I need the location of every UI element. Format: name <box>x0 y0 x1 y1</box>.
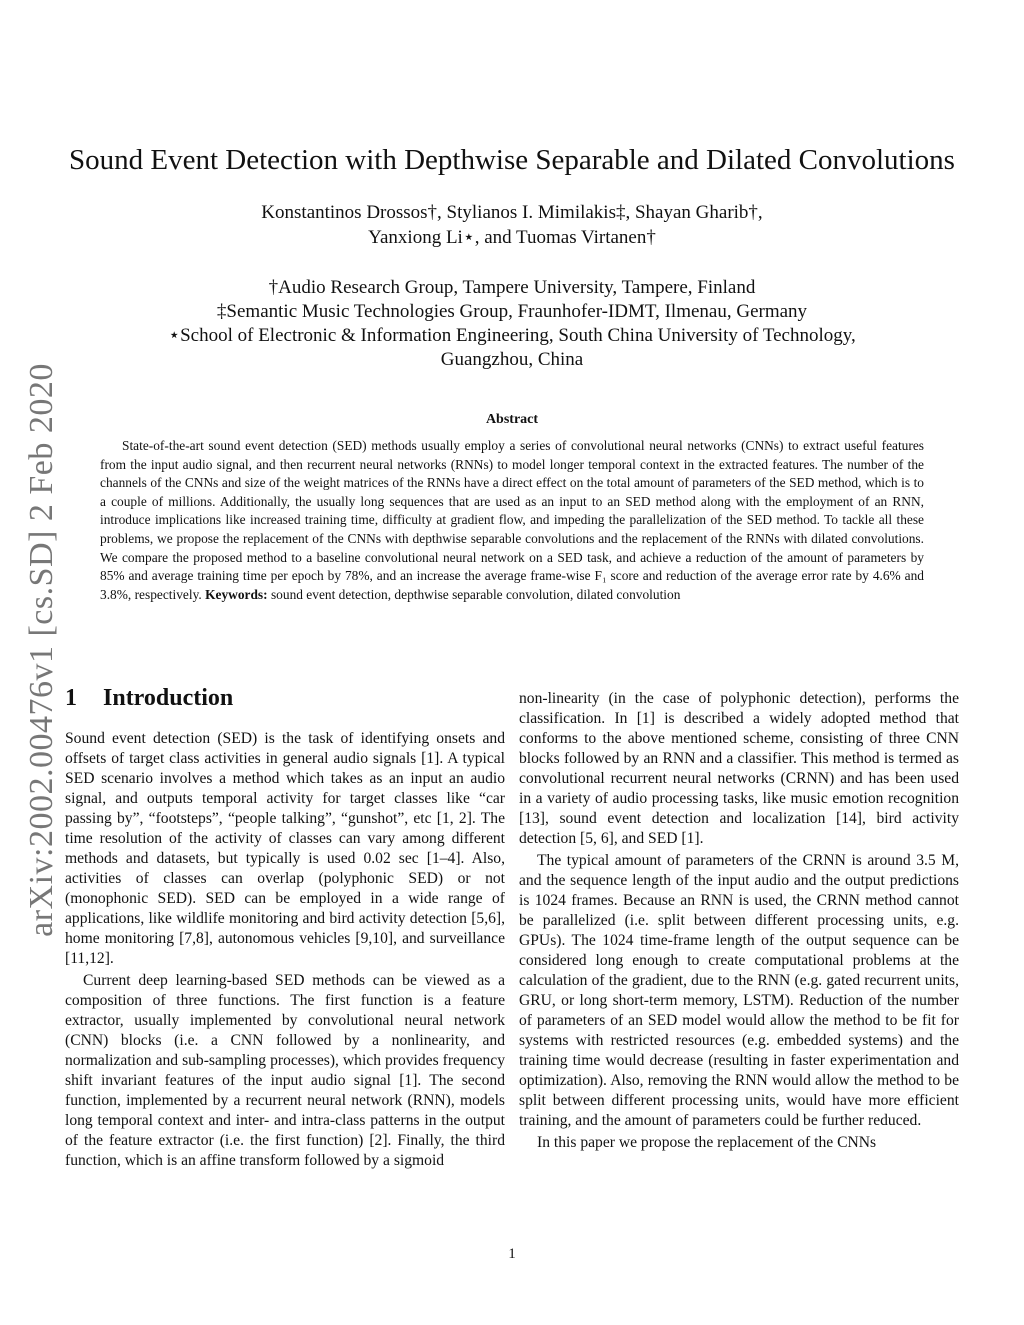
right-column <box>519 689 959 1153</box>
abstract-text: State-of-the-art sound event detection (SED) methods usually employ a series of convolutional neural networks (CNNs) to extract useful features from the input audio signal, and then recurrent neural networks (RNNs) to model longer temporal context in the extracted features. The number of the channels of the CNNs and size of the weight matrices of the RNNs have a direct effect on the total amount of parameters of the SED method, which is to a couple of millions. Additionally, the usually long sequences that are used as an input to an SED method along with the employment of an RNN, introduce implications like increased training time, difficulty at gradient flow, and impeding the parallelization of the SED method. To tackle all these problems, we propose the replacement of the CNNs with depthwise separable convolutions and the replacement of the RNNs with dilated convolutions. We compare the proposed method to a baseline convolutional neural network on a SED task, and achieve a reduction of the amount of parameters by 85% and average training time per epoch by 78%, and an increase the average frame-wise F₁ score and reduction of the average error rate by 4.6% and 3.8%, respectively. <box>100 438 924 602</box>
paper-title: Sound Event Detection with Depthwise Separable and Dilated Convolutions <box>69 144 955 176</box>
affiliation-line: †Audio Research Group, Tampere University, Tampere, Finland <box>268 277 756 298</box>
affiliation-line: Guangzhou, China <box>440 349 584 370</box>
section-heading <box>65 683 505 713</box>
keywords-text: sound event detection, depthwise separable convolution, dilated convolution <box>270 586 681 602</box>
affiliation-line: ‡Semantic Music Technologies Group, Fraunhofer-IDMT, Ilmenau, Germany <box>216 301 808 322</box>
authors-line-1: Konstantinos Drossos†, Stylianos I. Mimilakis‡, Shayan Gharib†, <box>261 202 763 223</box>
affiliation-line: ⋆School of Electronic & Information Engineering, South China University of Technology, <box>168 325 856 346</box>
abstract-heading: Abstract <box>485 412 539 427</box>
keywords-label: Keywords: <box>205 586 268 602</box>
paragraph: The typical amount of parameters of the CRNN is around 3.5 M, and the sequence length of the input audio and the output predictions is 1024 frames. Because an RNN is used, the CRNN method cannot be parallelized (i.e. split between different processing units, e.g. GPUs). The 1024 time-frame length of the output sequence can be considered long enough to create computational problems at the calculation of the gradient, due to the RNN (e.g. gated recurrent units, GRU, or long short-term memory, LSTM). Reduction of the number of parameters of an SED model would allow the method to be fit for systems with restricted resources (e.g. embedded systems) and the training time would decrease (resulting in faster experimentation and optimization). Also, removing the RNN would allow the method to be split between different processing units, would have more efficient training, and the amount of parameters could be further reduced. <box>519 852 959 1129</box>
paragraph: In this paper we propose the replacement of the CNNs <box>537 1134 877 1151</box>
left-column <box>65 683 505 1171</box>
paragraph: Current deep learning-based SED methods can be viewed as a composition of three functions. The first function is a feature extractor, usually implemented by convolutional neural network (CNN) blocks (i.e. a CNN followed by a nonlinearity, and normalization and sub-sampling processes), which provides frequency shift invariant features of the input audio signal [1]. The second function, implemented by a recurrent neural network (RNN), models long temporal context and inter- and intra-class patterns in the output of the feature extractor (i.e. the first function) [2]. Finally, the third function, which is an affine transform followed by a sigmoid <box>65 972 505 1169</box>
author-list <box>110 200 914 250</box>
authors-line-2: Yanxiong Li⋆, and Tuomas Virtanen† <box>368 227 656 248</box>
paragraph: Sound event detection (SED) is the task of identifying onsets and offsets of target class activities in general audio signals [1]. A typical SED scenario involves a method which takes as an input an audio signal, and outputs temporal activity for target classes like “car passing by”, “footsteps”, “people talking”, “gunshot”, etc [1, 2]. The time resolution of the activity of classes can vary among different methods and datasets, but typically is used 0.02 sec [1–4]. Also, activities of classes can overlap (polyphonic SED) or not (monophonic SED). SED can be employed in a wide range of applications, like wildlife monitoring and bird activity detection [5,6], home monitoring [7,8], autonomous vehicles [9,10], and surveillance [11,12]. <box>65 730 505 967</box>
paragraph: non-linearity (in the case of polyphonic detection), performs the classification. In [1] is described a widely adopted method that conforms to the above mentioned scheme, consisting of three CNN blocks followed by an RNN and a classifier. This method is termed as convolutional recurrent neural networks (CRNN) and has been used in a variety of audio processing tasks, like music emotion recognition [13], sound event detection and localization [14], bird activity detection [5, 6], and SED [1]. <box>519 690 959 847</box>
section-number: 1 <box>65 685 77 711</box>
affiliations <box>90 276 934 372</box>
arxiv-identifier: arXiv:2002.00476v1 [cs.SD] 2 Feb 2020 <box>23 363 60 937</box>
abstract-body <box>100 437 924 604</box>
section-title: Introduction <box>103 685 234 711</box>
page-number: 1 <box>508 1246 516 1262</box>
